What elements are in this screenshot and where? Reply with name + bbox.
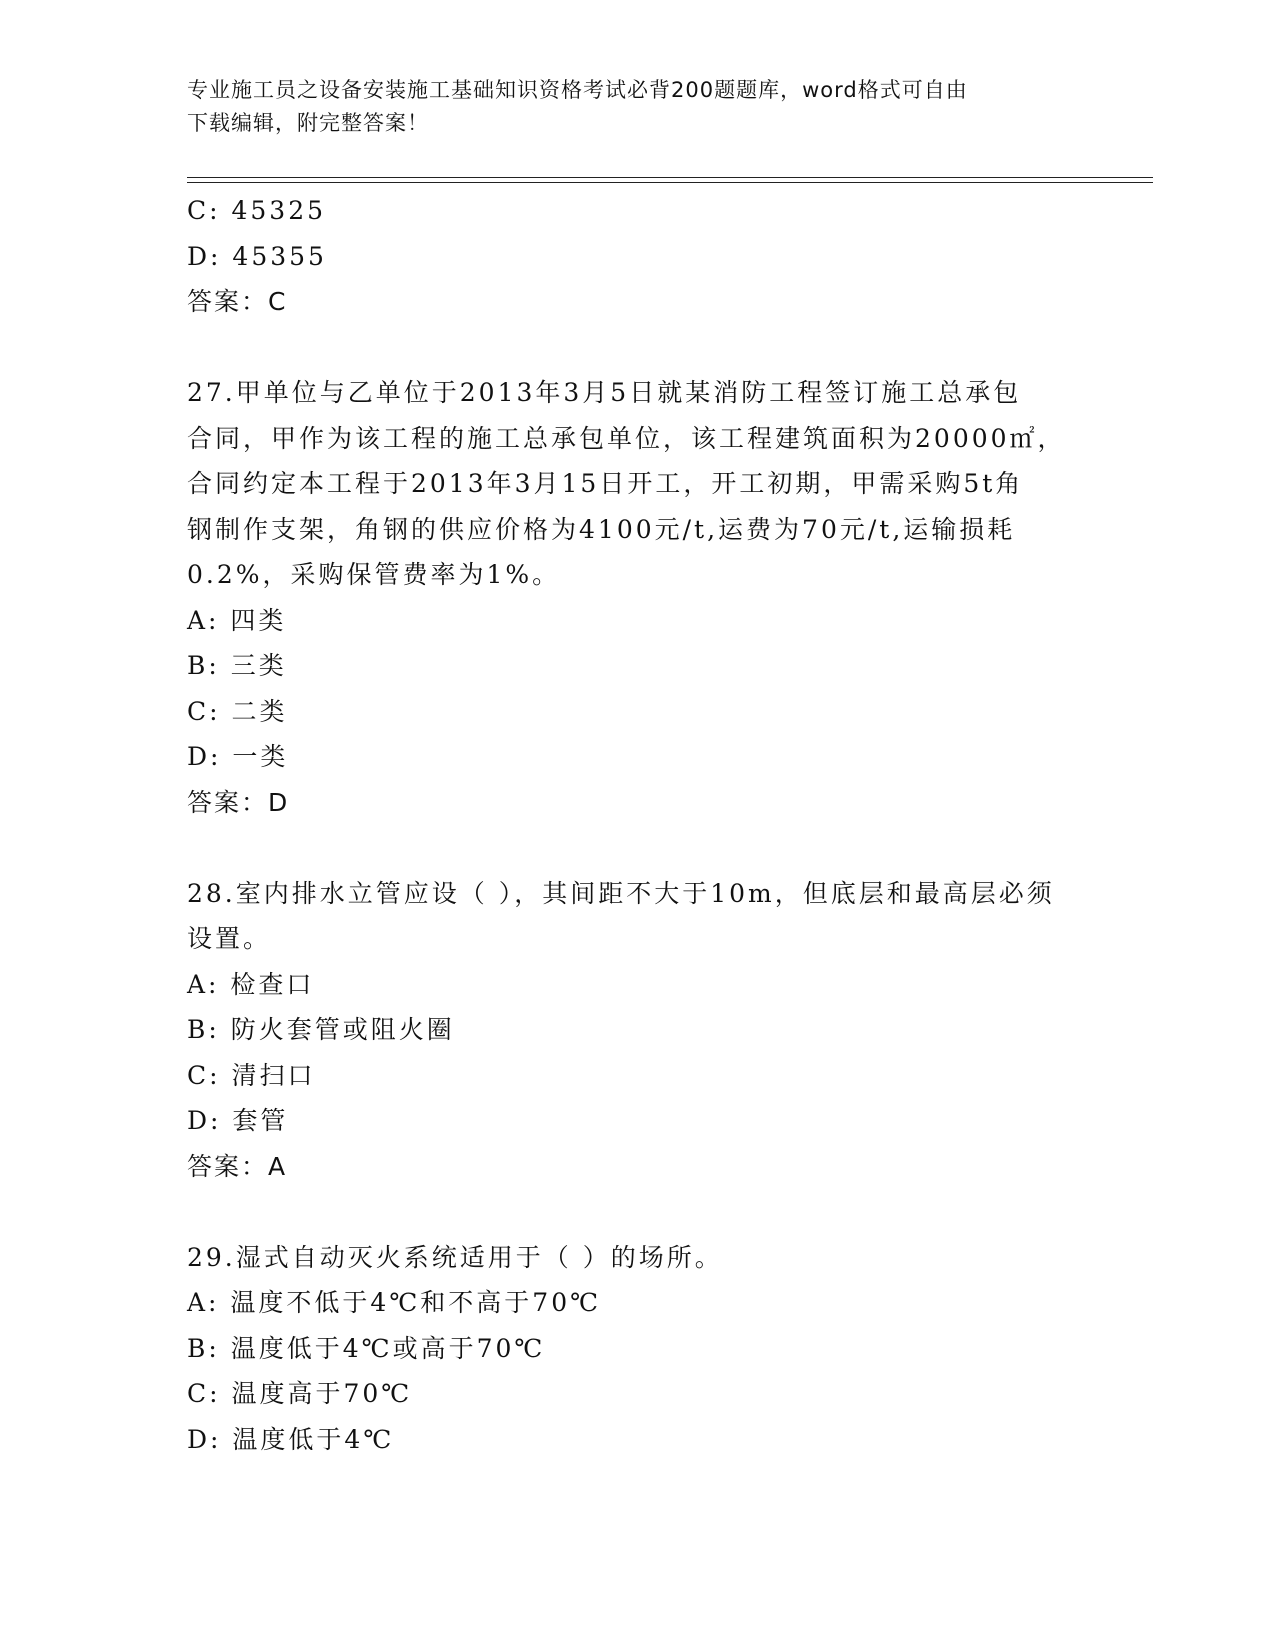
- option-b: B: 温度低于4℃或高于70℃: [187, 1333, 546, 1363]
- answer-line: 答案：A: [187, 1151, 288, 1181]
- option-c: C: 二类: [187, 696, 288, 726]
- option-b: B: 防火套管或阻火圈: [187, 1015, 455, 1044]
- option-d: D: 套管: [187, 1106, 289, 1135]
- option-d: D: 一类: [187, 742, 289, 771]
- header-line-2: 下载编辑，附完整答案！: [187, 111, 429, 135]
- question-text-line: 钢制作支架，角钢的供应价格为4100元/t,运费为70元/t,运输损耗: [187, 514, 1016, 544]
- question-text-line: 29.湿式自动灭火系统适用于（ ）的场所。: [187, 1242, 723, 1272]
- option-c: C: 45325: [187, 196, 327, 225]
- answer-line: 答案：C: [187, 287, 288, 316]
- question-text-line: 27.甲单位与乙单位于2013年3月5日就某消防工程签订施工总承包: [187, 378, 1022, 407]
- spacer: [187, 1189, 1087, 1235]
- answer-line: 答案：D: [187, 787, 290, 817]
- question-text-line: 合同，甲作为该工程的施工总承包单位，该工程建筑面积为20000㎡，: [187, 423, 1066, 453]
- spacer: [187, 825, 1087, 871]
- option-a: A: 四类: [187, 605, 287, 635]
- question-text-line: 设置。: [187, 924, 272, 953]
- previous-question-tail: [187, 188, 1087, 325]
- header-divider-top: [187, 177, 1153, 178]
- option-c: C: 温度高于70℃: [187, 1379, 413, 1408]
- question-28: [187, 871, 1087, 1190]
- document-header: [187, 74, 1087, 140]
- question-text-line: 28.室内排水立管应设（ ），其间距不大于10m，但底层和最高层必须: [187, 878, 1055, 908]
- document-body: [187, 188, 1087, 1462]
- option-a: A: 检查口: [187, 969, 315, 999]
- option-c: C: 清扫口: [187, 1060, 316, 1090]
- option-a: A: 温度不低于4℃和不高于70℃: [187, 1288, 602, 1317]
- option-d: D: 温度低于4℃: [187, 1424, 395, 1454]
- question-29: [187, 1235, 1087, 1463]
- spacer: [187, 325, 1087, 371]
- header-divider-bottom: [187, 182, 1153, 183]
- option-d: D: 45355: [187, 241, 327, 271]
- option-b: B: 三类: [187, 651, 287, 680]
- question-text-line: 0.2%，采购保管费率为1%。: [187, 560, 561, 589]
- question-text-line: 合同约定本工程于2013年3月15日开工，开工初期，甲需采购5t角: [187, 469, 1024, 498]
- header-line-1: 专业施工员之设备安装施工基础知识资格考试必背200题题库，word格式可自由: [187, 78, 968, 102]
- question-27: [187, 370, 1087, 825]
